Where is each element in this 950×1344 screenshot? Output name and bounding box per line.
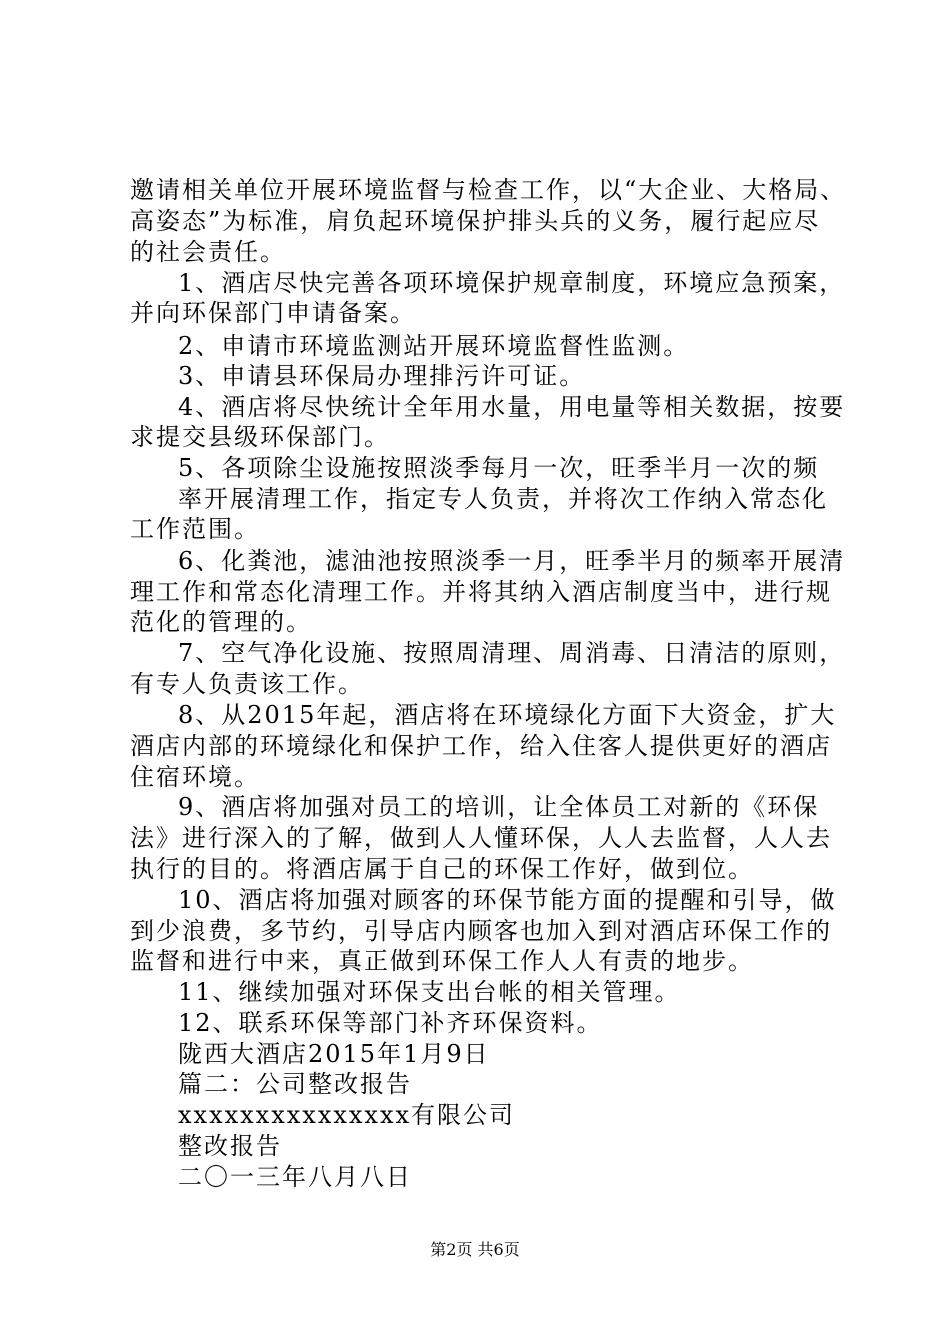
report-title: 整改报告: [178, 1132, 282, 1160]
text-line: 9、酒店将加强对员工的培训，让全体员工对新的《环保: [178, 793, 820, 821]
text-line: 的社会责任。: [130, 238, 286, 266]
text-line: 1、酒店尽快完善各项环境保护规章制度，环境应急预案，: [178, 269, 846, 297]
section-heading: 篇二：公司整改报告: [178, 1070, 412, 1098]
text-line: 工作范围。: [130, 515, 260, 543]
text-line: 并向环保部门申请备案。: [130, 299, 416, 327]
text-line: 8、从2015年起，酒店将在环境绿化方面下大资金，扩大: [178, 701, 837, 729]
text-line: 5、各项除尘设施按照淡季每月一次，旺季半月一次的频: [178, 454, 820, 482]
text-line: 率开展清理工作，指定专人负责，并将次工作纳入常态化: [178, 485, 828, 513]
text-line: 10、酒店将加强对顾客的环保节能方面的提醒和引导，做: [178, 886, 837, 914]
text-line: 2、申请市环境监测站开展环境监督性监测。: [178, 332, 690, 360]
text-line: 7、空气净化设施、按照周清理、周消毒、日清洁的原则，: [178, 639, 846, 667]
text-line: 范化的管理的。: [130, 608, 312, 636]
company-name: xxxxxxxxxxxxxxx有限公司: [178, 1101, 516, 1129]
text-line: 法》进行深入的了解，做到人人懂环保，人人去监督，人人去: [130, 824, 832, 852]
text-line: 求提交县级环保部门。: [130, 423, 390, 451]
text-line: 有专人负责该工作。: [130, 670, 364, 698]
text-line: 6、化粪池，滤油池按照淡季一月，旺季半月的频率开展清: [178, 547, 846, 575]
report-date: 二〇一三年八月八日: [178, 1163, 412, 1191]
text-line: 11、继续加强对环保支出台帐的相关管理。: [178, 978, 681, 1006]
signature-line: 陇西大酒店2015年1月9日: [178, 1040, 490, 1068]
text-line: 高姿态”为标准，肩负起环境保护排头兵的义务，履行起应尽: [130, 207, 821, 235]
text-line: 监督和进行中来，真正做到环保工作人人有责的地步。: [130, 947, 754, 975]
text-line: 邀请相关单位开展环境监督与检查工作，以“大企业、大格局、: [130, 176, 847, 204]
text-line: 理工作和常态化清理工作。并将其纳入酒店制度当中，进行规: [130, 578, 832, 606]
text-line: 住宿环境。: [130, 763, 260, 791]
text-line: 12、联系环保等部门补齐环保资料。: [178, 1009, 603, 1037]
text-line: 3、申请县环保局办理排污许可证。: [178, 362, 586, 390]
text-line: 执行的目的。将酒店属于自己的环保工作好，做到位。: [130, 855, 754, 883]
text-line: 酒店内部的环境绿化和保护工作，给入住客人提供更好的酒店: [130, 732, 832, 760]
page-number: 第2页 共6页: [430, 1240, 520, 1259]
text-line: 4、酒店将尽快统计全年用水量，用电量等相关数据，按要: [178, 393, 846, 421]
text-line: 到少浪费，多节约，引导店内顾客也加入到对酒店环保工作的: [130, 917, 832, 945]
